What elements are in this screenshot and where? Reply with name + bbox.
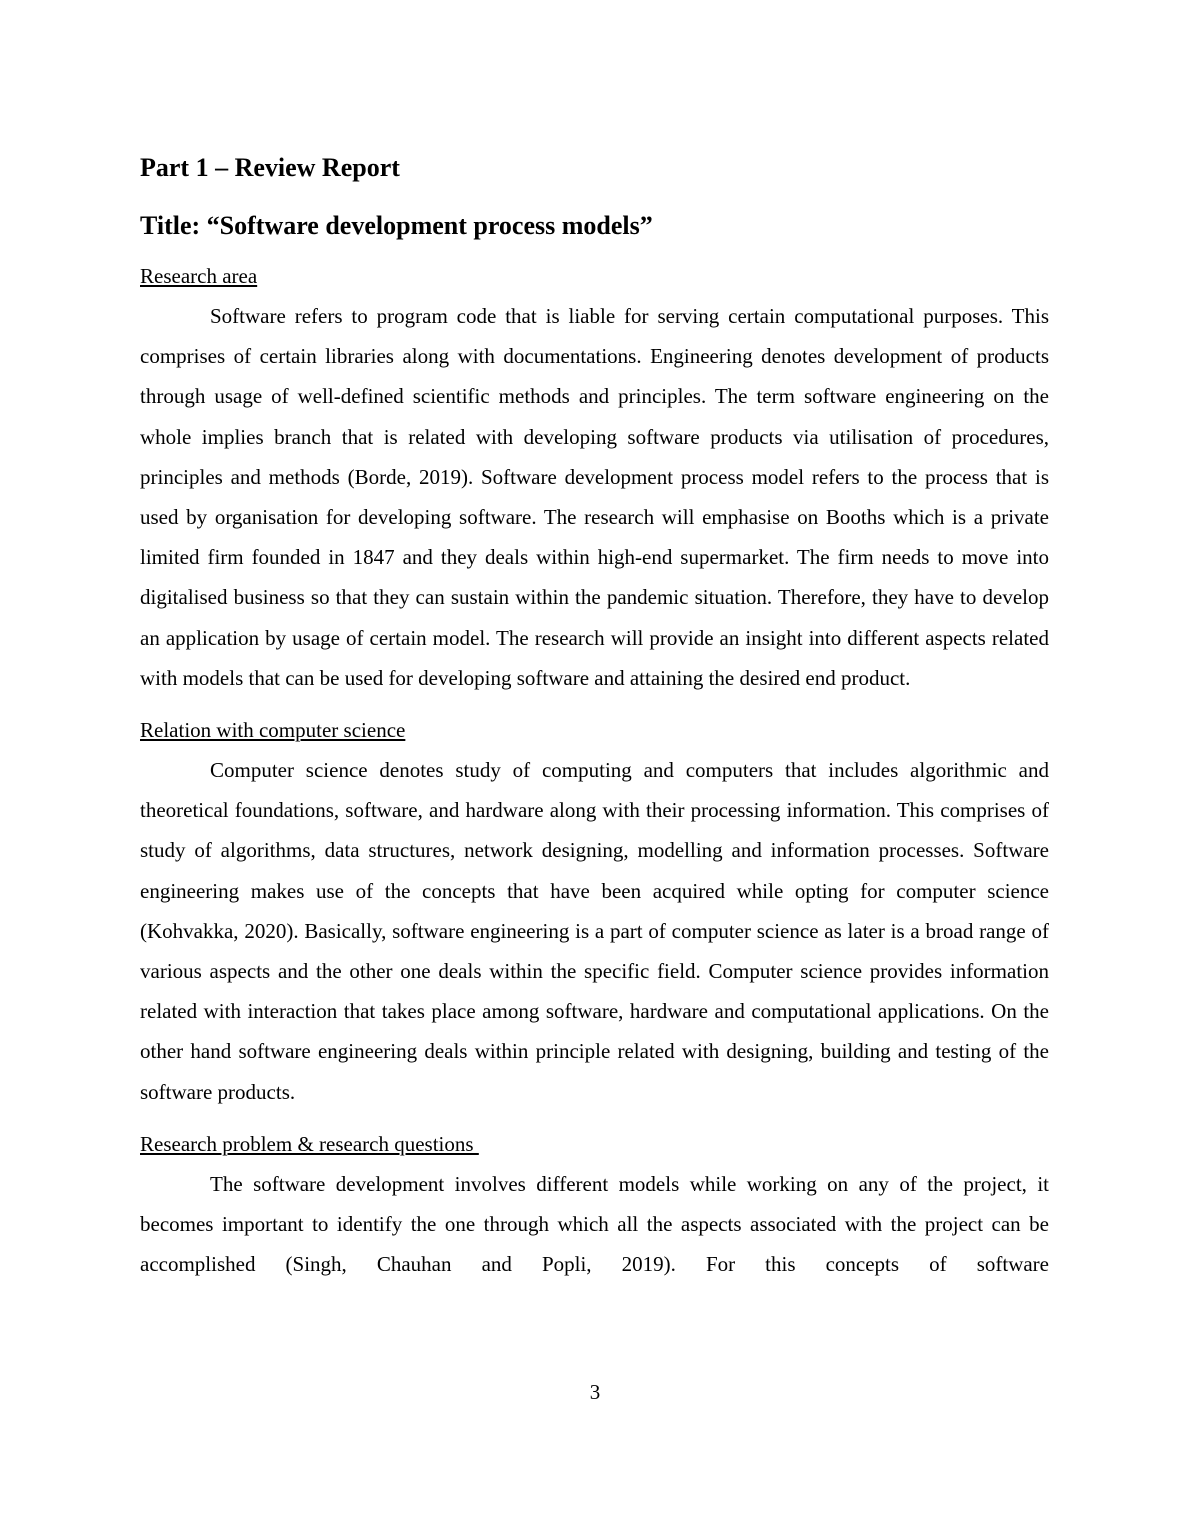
title-heading: Title: “Software development process models”: [140, 211, 653, 240]
page-number: 3: [589, 1380, 601, 1404]
section-paragraph-research-area: Software refers to program code that is liable for serving certain computational purposes. This comprises of certain libraries along with documentations. Engineering denotes development of products through usage of well-defined scientific methods and principles. The term software engineering on the whole implies branch that is related with developing software products via utilisation of procedures, principles and methods (Borde, 2019). Software development process model refers to the process that is used by organisation for developing software. The research will emphasise on Booths which is a private limited firm founded in 1847 and they deals within high-end supermarket. The firm needs to move into digitalised business so that they can sustain within the pandemic situation. Therefore, they have to develop an application by usage of certain model. The research will provide an insight into different aspects related with models that can be used for developing software and attaining the desired end product.: [140, 304, 1049, 690]
document-page: [140, 148, 1049, 1284]
part-heading: Part 1 – Review Report: [140, 153, 400, 182]
section-heading-research-problem: Research problem & research questions: [140, 1131, 479, 1156]
section-heading-research-area: Research area: [140, 264, 258, 288]
section-paragraph-relation-with-computer-science: Computer science denotes study of computing and computers that includes algorithmic and theoretical foundations, software, and hardware along with their processing information. This comprises of study of algorithms, data structures, network designing, modelling and information processes. Software engineering makes use of the concepts that have been acquired while opting for computer science (Kohvakka, 2020). Basically, software engineering is a part of computer science as later is a broad range of various aspects and the other one deals within the specific field. Computer science provides information related with interaction that takes place among software, hardware and computational applications. On the other hand software engineering deals within principle related with designing, building and testing of the software products.: [140, 758, 1049, 1104]
section-heading-relation-with-computer-science: Relation with computer science: [140, 718, 406, 743]
section-paragraph-research-problem: The software development involves different models while working on any of the project, it becomes important to identify the one through which all the aspects associated with the project can be accomplished (Singh, Chauhan and Popli, 2019). For this concepts of software: [140, 1171, 1049, 1277]
